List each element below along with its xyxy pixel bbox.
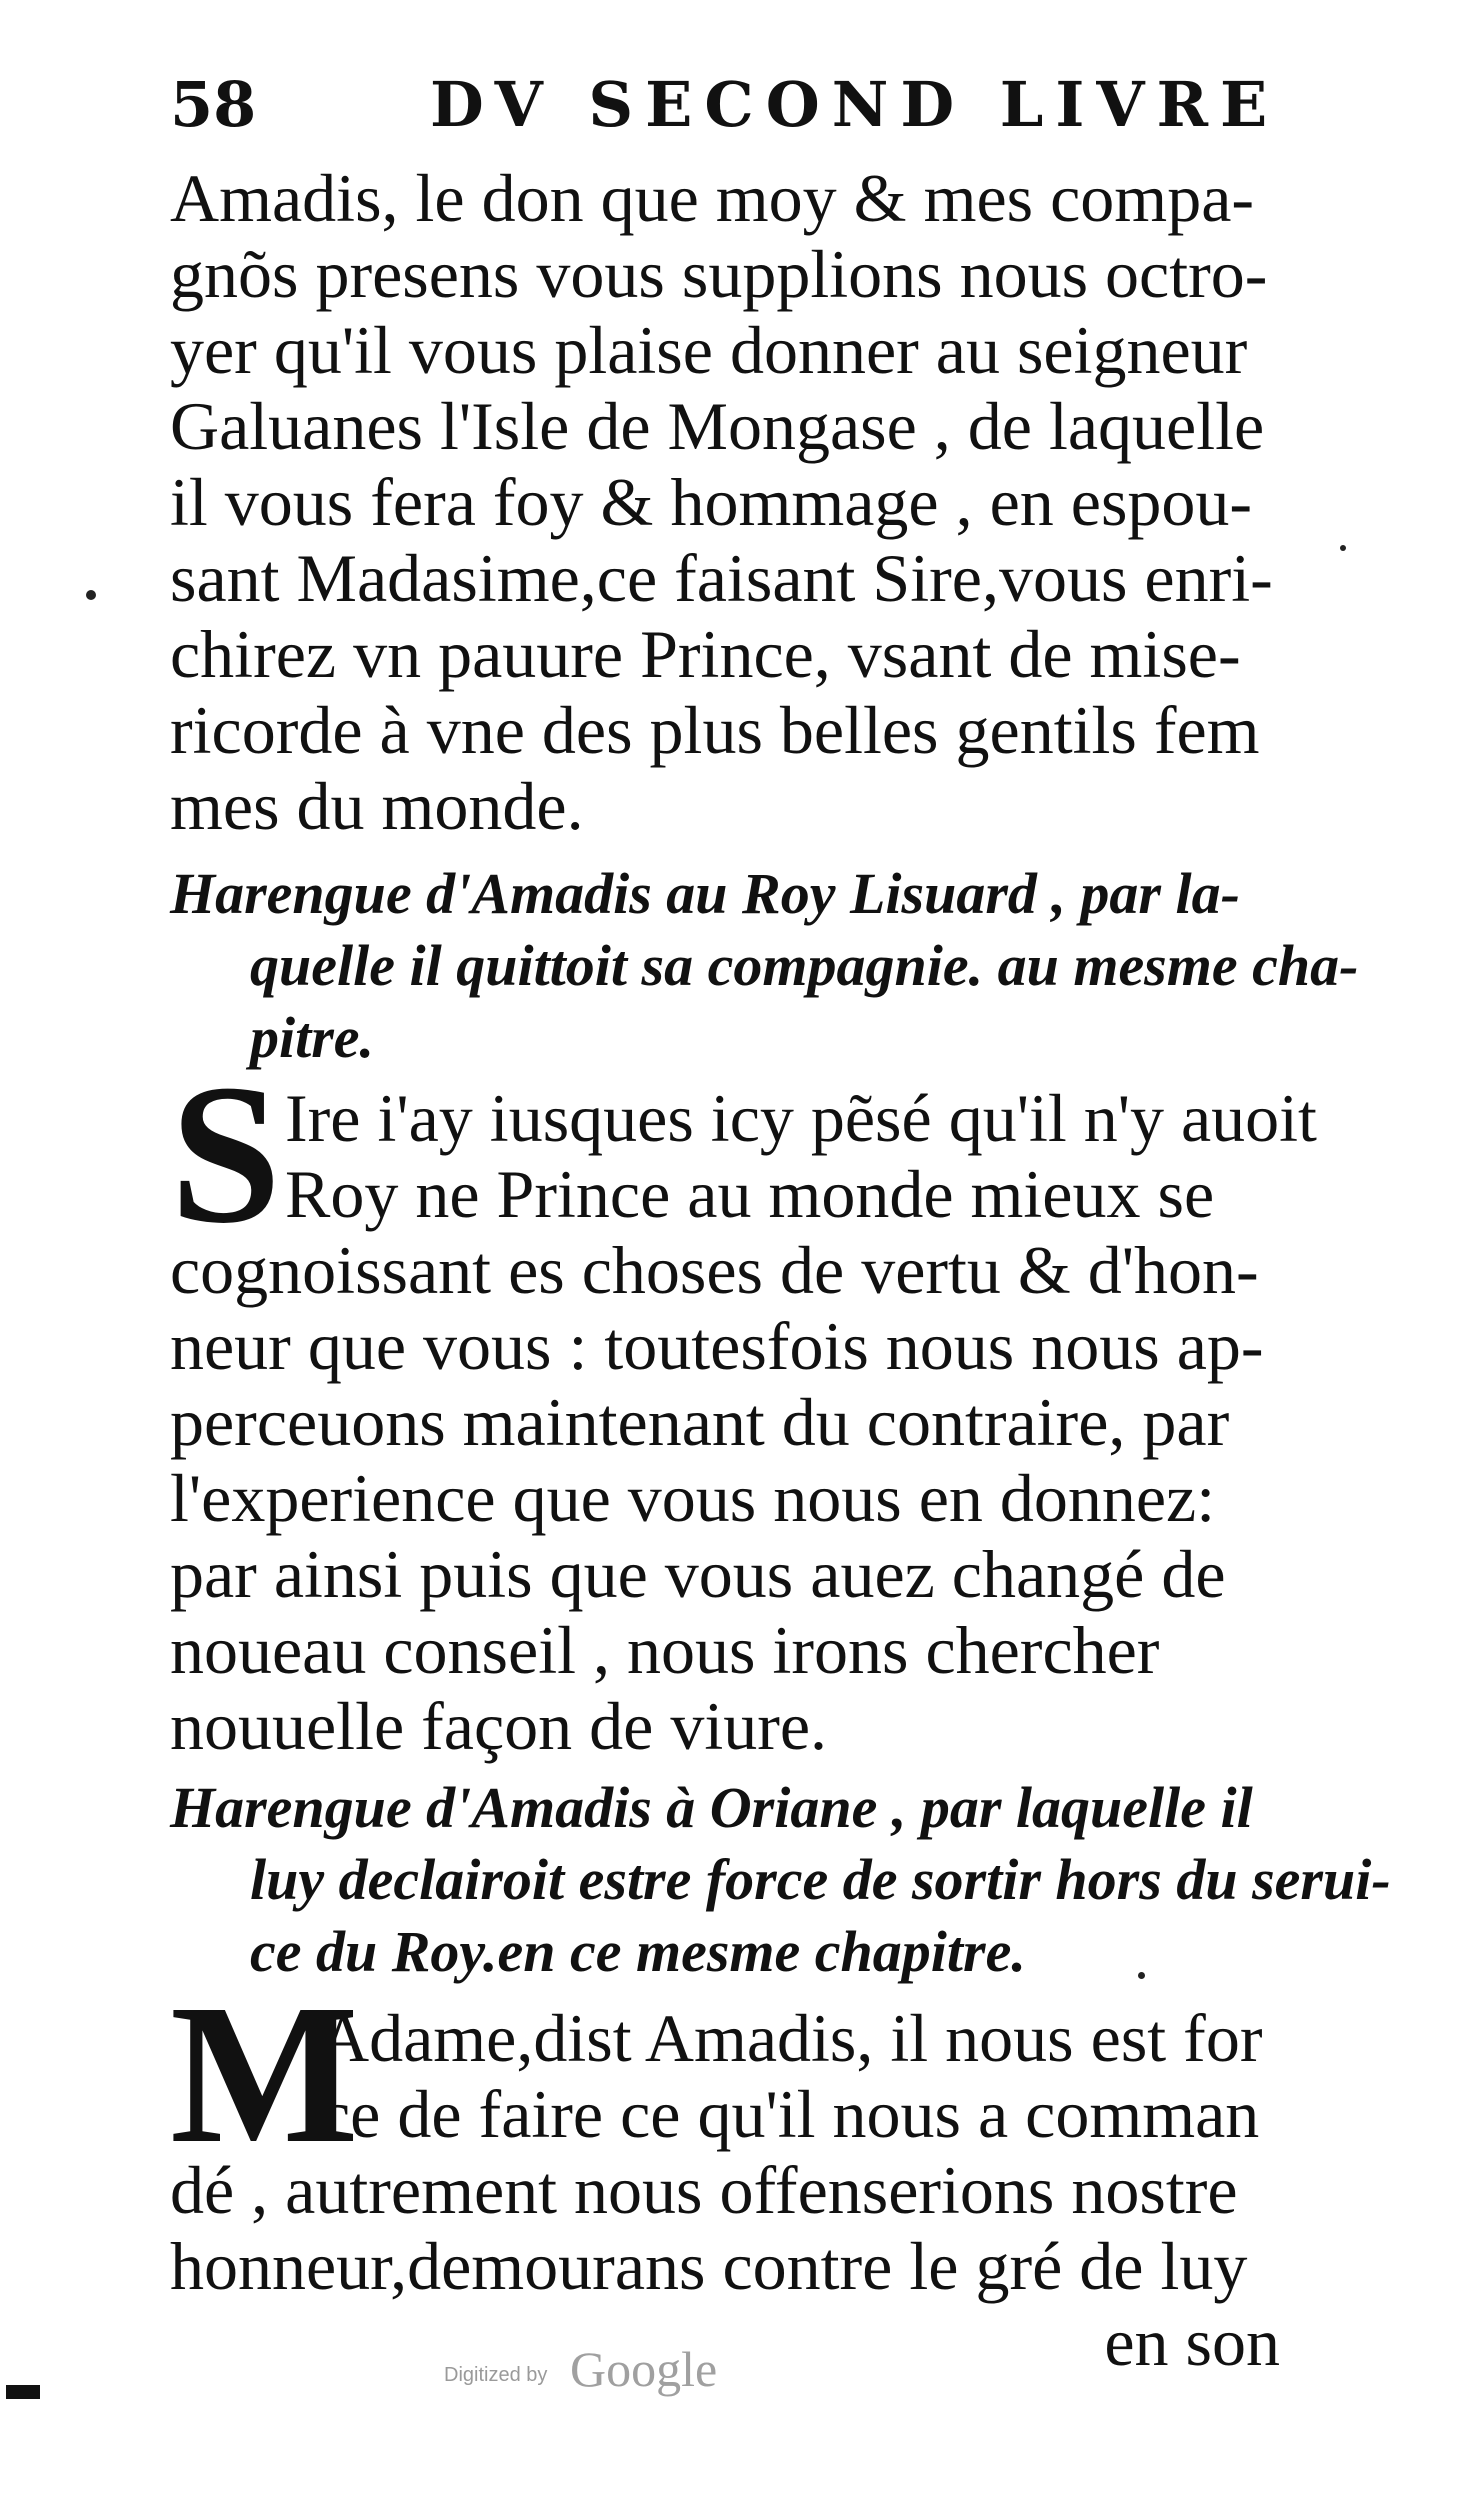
heading-line: luy declairoit estre force de sortir hors du serui- — [250, 1847, 1391, 1912]
running-head: DV SECOND LIVRE — [430, 68, 1280, 141]
section-heading-2 — [170, 1772, 1391, 1988]
text-line: perceuons maintenant du contraire, par — [170, 1384, 1230, 1460]
drop-cap: M — [170, 1964, 359, 2185]
text-line: chirez vn pauure Prince, vsant de mise- — [170, 616, 1241, 692]
catchword: en son — [1104, 2304, 1280, 2380]
text-line: yer qu'il vous plaise donner au seigneur — [170, 312, 1248, 388]
text-line: nouuelle façon de viure. — [170, 1688, 828, 1764]
watermark-small-text: Digitized by — [444, 2364, 548, 2386]
ink-speck — [86, 590, 96, 600]
text-line: ce de faire ce qu'il nous a comman — [320, 2076, 1260, 2152]
digitized-watermark — [444, 2340, 804, 2410]
page-header — [170, 60, 1290, 150]
text-line: il vous fera foy & hommage , en espou- — [170, 464, 1253, 540]
text-line: ricorde à vne des plus belles gentils fem — [170, 692, 1260, 768]
text-line: honneur,demourans contre le gré de luy — [170, 2228, 1248, 2304]
drop-cap: S — [170, 1044, 282, 1265]
section-heading-1 — [170, 858, 1370, 1074]
heading-line: quelle il quittoit sa compagnie. au mesme cha- — [250, 933, 1359, 998]
text-line: Roy ne Prince au monde mieux se — [285, 1156, 1215, 1232]
text-line: noueau conseil , nous irons chercher — [170, 1612, 1160, 1688]
ink-speck — [1340, 545, 1346, 551]
paragraph-1 — [170, 160, 1370, 844]
page-number: 58 — [170, 68, 257, 141]
text-line: neur que vous : toutesfois nous nous ap- — [170, 1308, 1264, 1384]
text-line: Ire i'ay iusques icy pẽsé qu'il n'y auoit — [285, 1080, 1317, 1156]
text-line: cognoissant es choses de vertu & d'hon- — [170, 1232, 1259, 1308]
heading-line: pitre. — [250, 1005, 375, 1070]
text-line: par ainsi puis que vous auez changé de — [170, 1536, 1226, 1612]
heading-line: ce du Roy.en ce mesme chapitre. — [250, 1919, 1026, 1984]
text-line: gnõs presens vous supplions nous octro- — [170, 236, 1268, 312]
ink-speck — [1138, 1972, 1145, 1979]
paragraph-2 — [170, 1044, 1370, 1764]
text-line: Adame,dist Amadis, il nous est for — [320, 2000, 1263, 2076]
paragraph-3 — [170, 1964, 1370, 2380]
text-line: l'experience que vous nous en donnez: — [170, 1460, 1216, 1536]
text-line: Galuanes l'Isle de Mongase , de laquelle — [170, 388, 1265, 464]
text-line: Amadis, le don que moy & mes compa- — [170, 160, 1255, 236]
watermark-logo-text: Google — [570, 2341, 718, 2397]
heading-line: Harengue d'Amadis au Roy Lisuard , par la- — [170, 861, 1240, 926]
text-line: mes du monde. — [170, 768, 584, 844]
scan-mark — [6, 2385, 40, 2399]
heading-line: Harengue d'Amadis à Oriane , par laquelle il — [170, 1775, 1253, 1840]
text-line: dé , autrement nous offenserions nostre — [170, 2152, 1238, 2228]
text-line: sant Madasime,ce faisant Sire,vous enri- — [170, 540, 1273, 616]
